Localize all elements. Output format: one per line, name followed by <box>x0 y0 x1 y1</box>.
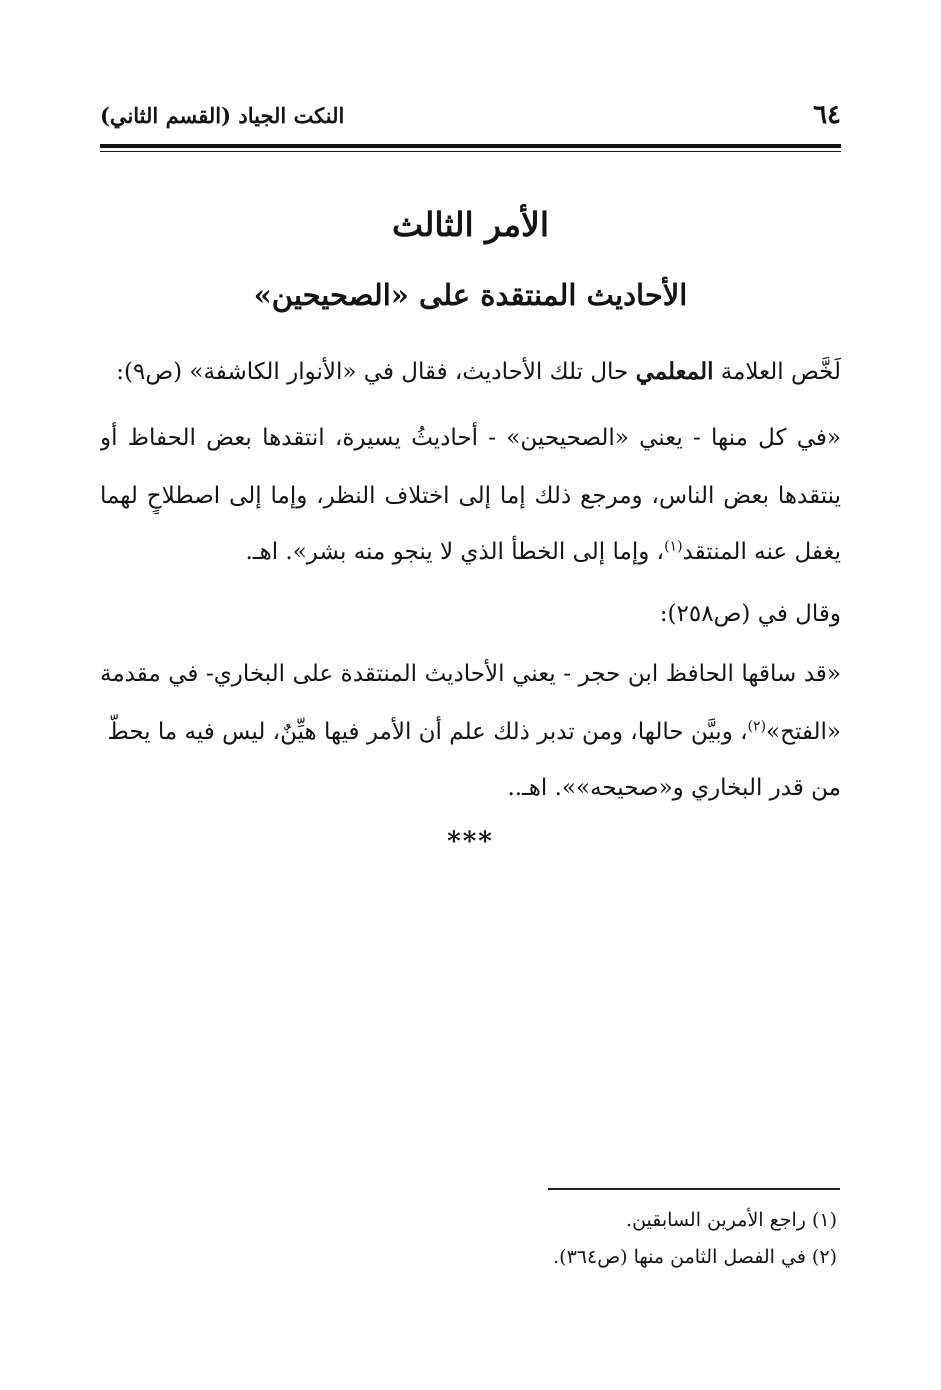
footnote-rule <box>548 1188 840 1190</box>
intro-paragraph <box>100 354 841 390</box>
author-name: المعلمي <box>635 358 714 385</box>
page-header <box>100 96 841 136</box>
said-line: وقال في (ص٢٥٨): <box>659 601 841 627</box>
footnote-2: (٢) في الفصل الثامن منها (ص٣٦٤). <box>553 1246 837 1268</box>
quote2-line1: «قد ساقها الحافظ ابن حجر - يعني الأحاديث المنتقدة على البخاري- في مقدمة <box>100 661 841 687</box>
quote1-line2: ينتقدها بعض الناس، ومرجع ذلك إما إلى اختلاف النظر، وإما إلى اصطلاحٍ لهما <box>100 483 841 509</box>
quote1-line3-start: يغفل عنه المنتقد <box>682 539 841 565</box>
quote2-line2 <box>100 714 841 750</box>
page-number: ٦٤ <box>813 100 841 130</box>
running-title: النكت الجياد (القسم الثاني) <box>100 103 345 128</box>
footnote-ref-1[interactable]: (١) <box>664 538 683 555</box>
section-subheading: الأحاديث المنتقدة على «الصحيحين» <box>253 278 688 312</box>
quote1-line3 <box>100 534 841 570</box>
intro-suffix: حال تلك الأحاديث، فقال في «الأنوار الكاشفة» (ص٩): <box>116 359 636 385</box>
quote1-line1: «في كل منها - يعني «الصحيحين» - أحاديثُ يسيرة، انتقدها بعض الحفاظ أو <box>100 425 841 451</box>
header-rule-thick <box>100 144 841 148</box>
quote2-line3: من قدر البخاري و«صحيحه»». اهـ.. <box>507 775 841 801</box>
quote2-line2-start: «الفتح» <box>766 719 841 745</box>
quote1-line3-end: ، وإما إلى الخطأ الذي لا ينجو منه بشر». اهـ. <box>245 539 665 565</box>
footnote-1: (١) راجع الأمرين السابقين. <box>626 1209 837 1231</box>
section-heading: الأمر الثالث <box>391 205 550 244</box>
section-separator: *** <box>447 827 494 857</box>
header-rule-thin <box>100 151 841 152</box>
quote2-line2-end: ، وبيَّن حالها، ومن تدبر ذلك علم أن الأمر فيها هيِّنٌ، ليس فيه ما يحطُّ <box>107 719 748 745</box>
intro-prefix: لَخَّص العلامة <box>713 359 841 385</box>
footnote-ref-2[interactable]: (٢) <box>747 718 767 735</box>
